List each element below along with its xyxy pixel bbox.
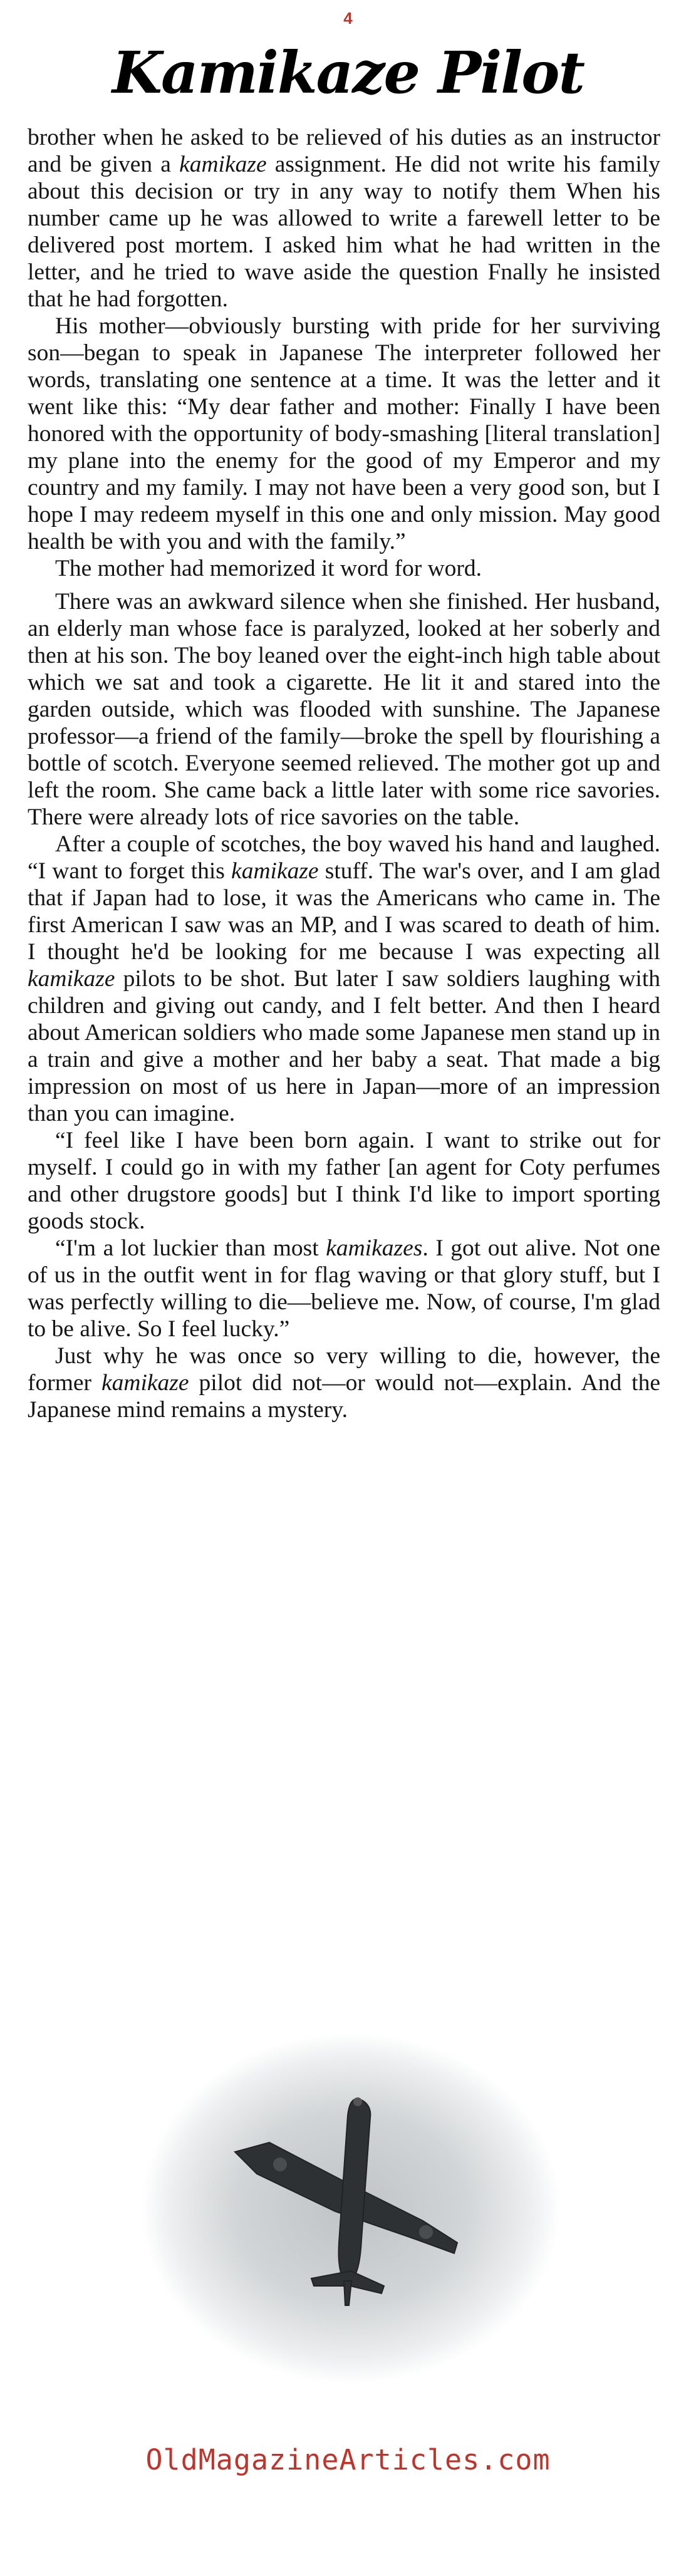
article-title: Kamikaze Pilot	[112, 39, 584, 106]
paragraph-1: brother when he asked to be relieved of his duties as an instructor and be given a kamikaze assignment. He did not write his family about this decision or try in any way to notify them When his number came up he was allowed to write a farewell letter to be delivered post mortem. I asked him what he had written in the letter, and he tried to wave aside the question Fnally he insisted that he had forgotten.	[28, 125, 660, 312]
emphasis-word: kamikazes	[326, 1235, 423, 1261]
paragraph-5: After a couple of scotches, the boy waved his hand and laughed. “I want to forget this kamikaze stuff. The war's over, and I am glad that if Japan had to lose, it was the Americans who came in. The first American I saw was an MP, and I was scared to death of him. I thought he'd be looking for me because I was expecting all kamikaze pilots to be shot. But later I saw soldiers laughing with children and giving out candy, and I felt better. And then I heard about American soldiers who made some Japanese men stand up in a train and give a mother and her baby a seat. That made a big impression on most of us here in Japan—more of an impression than you can imagine.	[28, 831, 660, 1126]
emphasis-word: kamikaze	[28, 966, 115, 992]
paragraph-2: His mother—obviously bursting with pride for her surviving son—began to speak in Japanese The interpreter followed her words, translating one sentence at a time. It was the letter and it went like this: “My dear father and mother: Finally I have been honored with the opportunity of body-smashing [literal translation] my plane into the enemy for the good of my Emperor and my country and my family. I may not have been a very good son, but I hope I may redeem myself in this one and only mission. May good health be with you and with the family.”	[28, 313, 660, 554]
roundel-right-icon	[419, 2225, 433, 2239]
emphasis-word: kamikaze	[101, 1370, 189, 1396]
emphasis-word: kamikaze	[179, 152, 267, 177]
kamikaze-plane-photo	[141, 2033, 561, 2384]
article-body	[28, 124, 660, 1423]
propeller-hub-icon	[353, 2097, 362, 2106]
paragraph-4: There was an awkward silence when she finished. Her husband, an elderly man whose face is paralyzed, looked at her soberly and then at his son. The boy leaned over the eight-inch high table about which we sat and took a cigarette. He lit it and stared into the garden outside, which was flooded with sunshine. The Japanese professor—a friend of the family—broke the spell by flourishing a bottle of scotch. Everyone seemed relieved. The mother got up and left the room. She came back a little later with some rice savories. There were already lots of rice savories on the table.	[28, 589, 660, 830]
paragraph-6: “I feel like I have been born again. I want to strike out for myself. I could go in with my father [an agent for Coty perfumes and other drugstore goods] but I think I'd like to import sporting goods stock.	[28, 1128, 660, 1234]
source-footer[interactable]: OldMagazineArticles.com	[145, 2443, 551, 2476]
roundel-left-icon	[273, 2158, 287, 2171]
paragraph-7: “I'm a lot luckier than most kamikazes. I got out alive. Not one of us in the outfit went in for flag waving or that glory stuff, but I was perfectly willing to die—believe me. Now, of course, I'm glad to be alive. So I feel lucky.”	[28, 1235, 660, 1342]
paragraph-3: The mother had memorized it word for word.	[55, 556, 482, 581]
emphasis-word: kamikaze	[231, 858, 319, 884]
paragraph-8: Just why he was once so very willing to die, however, the former kamikaze pilot did not—or would not—explain. And the Japanese mind remains a mystery.	[28, 1343, 660, 1423]
page-number: 4	[343, 9, 353, 28]
